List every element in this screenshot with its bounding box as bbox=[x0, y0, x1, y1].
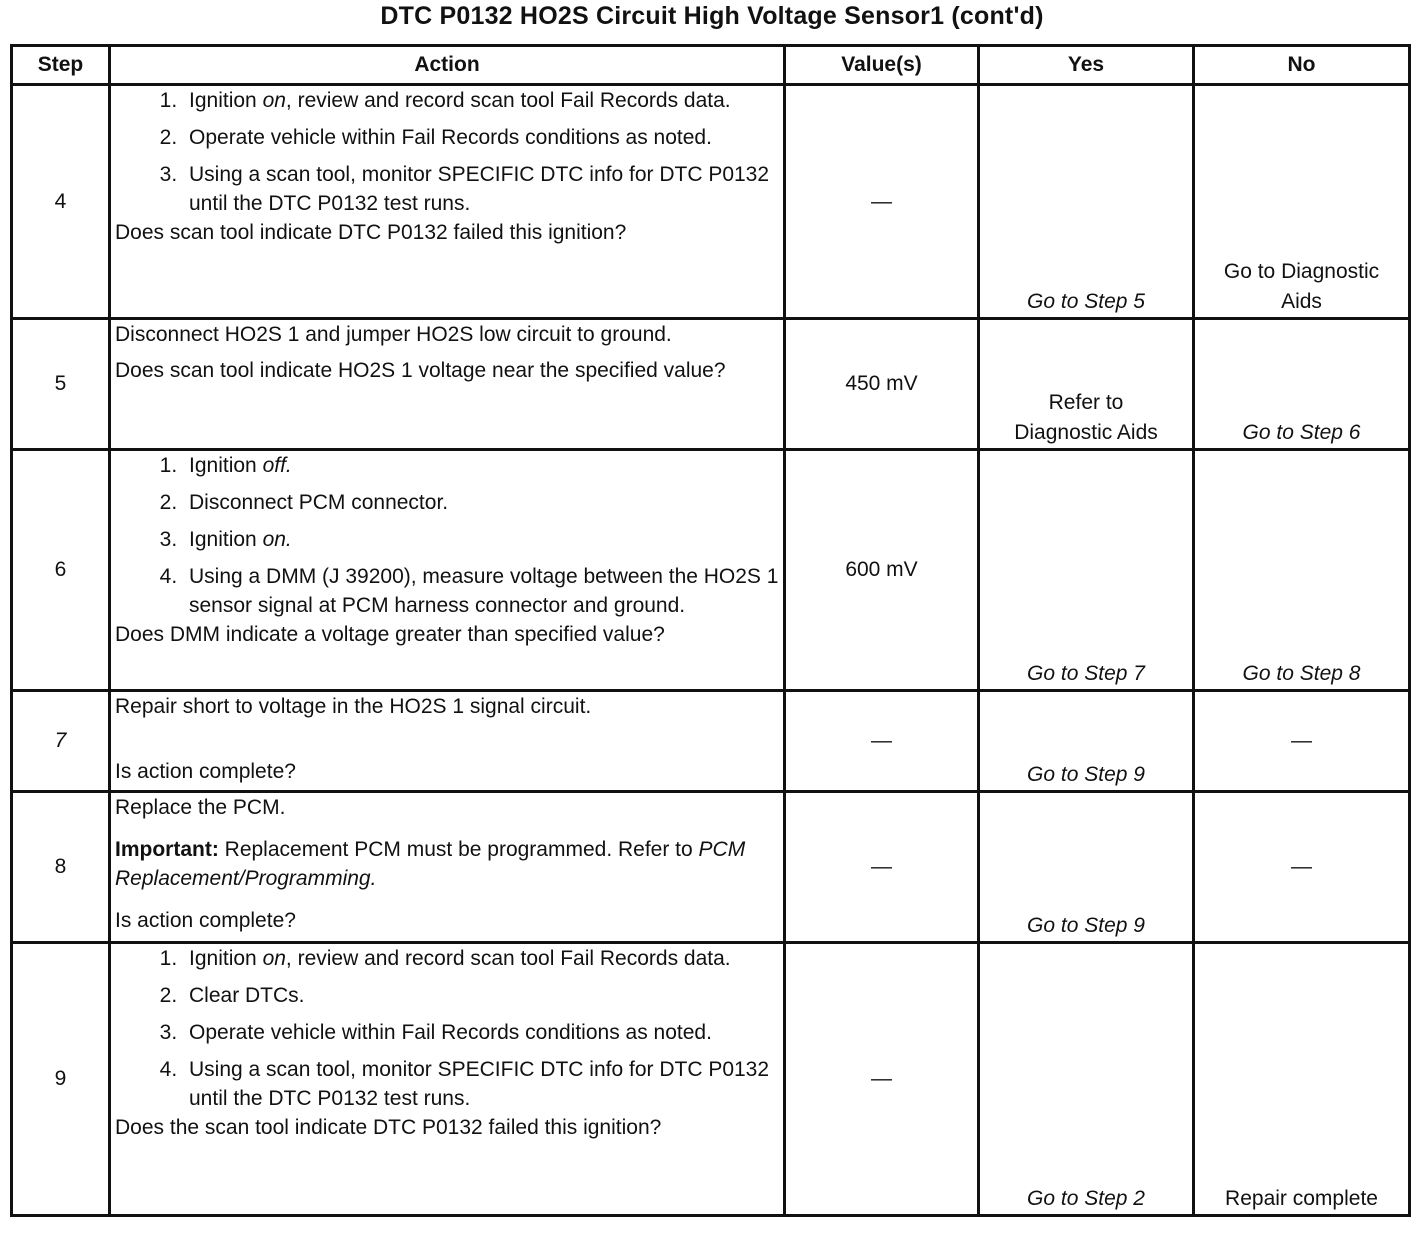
table-row-step-6 bbox=[12, 450, 1410, 691]
action-item: 2. Disconnect PCM connector. bbox=[183, 488, 779, 517]
no-cell: — bbox=[1194, 691, 1410, 792]
step-number: 8 bbox=[12, 792, 110, 943]
value-cell: 600 mV bbox=[785, 450, 979, 691]
diagnostic-table bbox=[10, 44, 1411, 1217]
step-number: 5 bbox=[12, 319, 110, 450]
action-question: Does DMM indicate a voltage greater than specified value? bbox=[115, 623, 665, 646]
value-cell: — bbox=[785, 792, 979, 943]
important-note: Important: Replacement PCM must be programmed. Refer to PCM Replacement/Programming. bbox=[115, 838, 746, 890]
action-cell bbox=[110, 792, 785, 943]
yes-cell: Go to Step 7 bbox=[979, 450, 1194, 691]
action-item: 3. Operate vehicle within Fail Records conditions as noted. bbox=[183, 1018, 779, 1047]
action-cell bbox=[110, 450, 785, 691]
action-item: 1. Ignition on, review and record scan tool Fail Records data. bbox=[183, 944, 779, 973]
value-cell: 450 mV bbox=[785, 319, 979, 450]
action-text: Disconnect HO2S 1 and jumper HO2S low circuit to ground. bbox=[115, 323, 672, 346]
table-row-step-5 bbox=[12, 319, 1410, 450]
value-cell: — bbox=[785, 943, 979, 1216]
table-row-step-7 bbox=[12, 691, 1410, 792]
no-cell: Go to Step 6 bbox=[1194, 319, 1410, 450]
action-cell bbox=[110, 691, 785, 792]
header-no: No bbox=[1194, 46, 1410, 85]
action-question: Is action complete? bbox=[115, 909, 296, 932]
action-item: 2. Operate vehicle within Fail Records conditions as noted. bbox=[183, 123, 779, 152]
step-number: 4 bbox=[12, 85, 110, 319]
page-title: DTC P0132 HO2S Circuit High Voltage Sensor1 (cont'd) bbox=[380, 2, 1044, 30]
yes-cell: Refer to Diagnostic Aids bbox=[979, 319, 1194, 450]
action-cell bbox=[110, 319, 785, 450]
no-cell: Repair complete bbox=[1194, 943, 1410, 1216]
header-values: Value(s) bbox=[785, 46, 979, 85]
action-item: 4. Using a scan tool, monitor SPECIFIC DTC info for DTC P0132 until the DTC P0132 test runs. bbox=[183, 1055, 779, 1113]
action-question: Does scan tool indicate HO2S 1 voltage near the specified value? bbox=[115, 359, 726, 382]
action-item: 4. Using a DMM (J 39200), measure voltage between the HO2S 1 sensor signal at PCM harness connector and ground. bbox=[183, 562, 779, 620]
table-row-step-8 bbox=[12, 792, 1410, 943]
yes-cell: Go to Step 5 bbox=[979, 85, 1194, 319]
action-item: 1. Ignition on, review and record scan tool Fail Records data. bbox=[183, 86, 779, 115]
action-item: 3. Using a scan tool, monitor SPECIFIC DTC info for DTC P0132 until the DTC P0132 test runs. bbox=[183, 160, 779, 218]
step-number: 6 bbox=[12, 450, 110, 691]
action-text: Replace the PCM. bbox=[115, 796, 286, 819]
action-text: Repair short to voltage in the HO2S 1 signal circuit. bbox=[115, 695, 592, 718]
header-yes: Yes bbox=[979, 46, 1194, 85]
header-row bbox=[12, 46, 1410, 85]
action-cell bbox=[110, 85, 785, 319]
step-number: 9 bbox=[12, 943, 110, 1216]
action-item: 3. Ignition on. bbox=[183, 525, 779, 554]
table-row-step-9 bbox=[12, 943, 1410, 1216]
action-question: Does the scan tool indicate DTC P0132 failed this ignition? bbox=[115, 1116, 662, 1139]
action-item: 1. Ignition off. bbox=[183, 451, 779, 480]
action-question: Is action complete? bbox=[115, 760, 296, 783]
step-number: 7 bbox=[12, 691, 110, 792]
no-cell: — bbox=[1194, 792, 1410, 943]
action-item: 2. Clear DTCs. bbox=[183, 981, 779, 1010]
no-cell: Go to Diagnostic Aids bbox=[1194, 85, 1410, 319]
header-action: Action bbox=[110, 46, 785, 85]
value-cell: — bbox=[785, 691, 979, 792]
action-cell bbox=[110, 943, 785, 1216]
yes-cell: Go to Step 9 bbox=[979, 691, 1194, 792]
yes-cell: Go to Step 9 bbox=[979, 792, 1194, 943]
value-cell: — bbox=[785, 85, 979, 319]
table-row-step-4 bbox=[12, 85, 1410, 319]
action-question: Does scan tool indicate DTC P0132 failed this ignition? bbox=[115, 221, 627, 244]
header-step: Step bbox=[12, 46, 110, 85]
yes-cell: Go to Step 2 bbox=[979, 943, 1194, 1216]
no-cell: Go to Step 8 bbox=[1194, 450, 1410, 691]
